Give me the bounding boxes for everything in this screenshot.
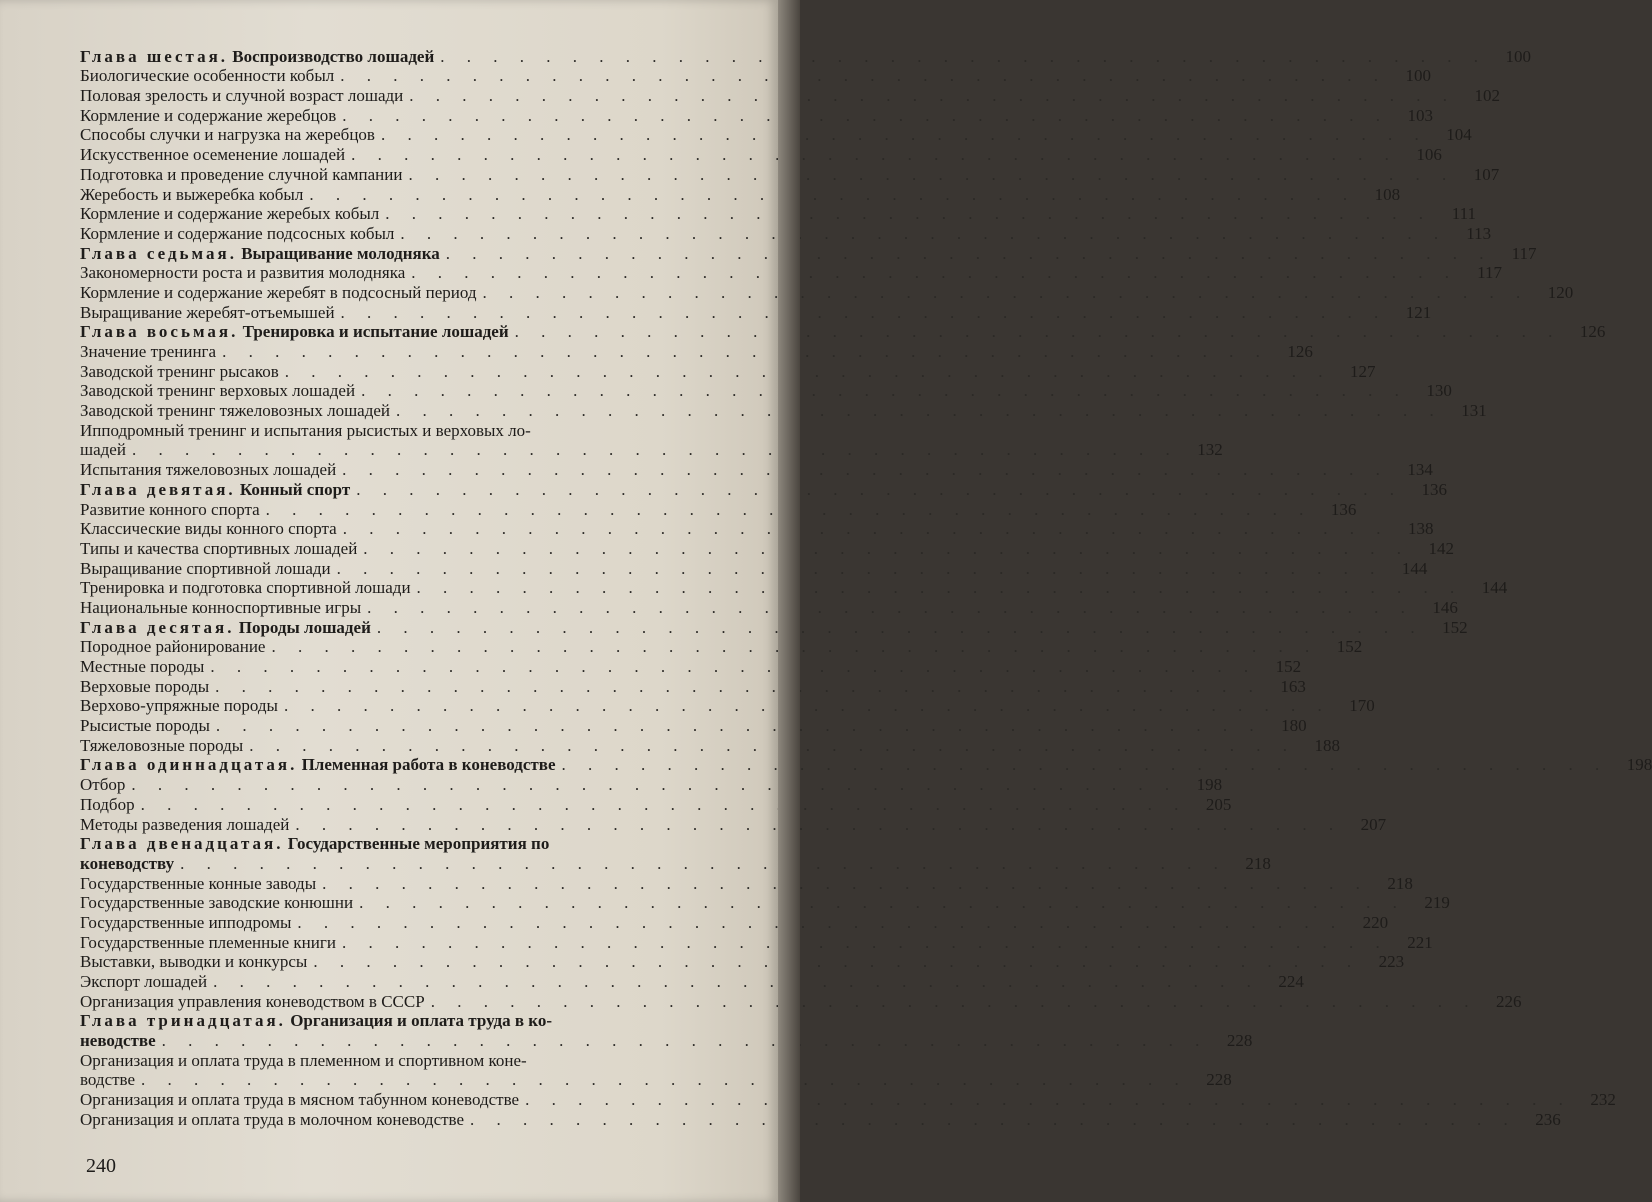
toc-entry — [80, 578, 1508, 598]
entry-title: Организация и оплата труда в племенном и спортивном коне- — [80, 1050, 527, 1070]
toc-entry — [80, 696, 1375, 716]
toc-entry — [80, 400, 1487, 421]
entry-title: Ипподромный тренинг и испытания рысистых и верховых ло- — [80, 420, 531, 440]
entry-title: Рысистые породы — [80, 716, 210, 736]
toc-entry — [80, 952, 1405, 972]
page-ref: 106 — [1416, 145, 1442, 165]
toc-entry — [80, 715, 1307, 736]
toc-entry-continued — [80, 440, 1223, 460]
toc-entry — [80, 912, 1389, 932]
entry-title: Государственные племенные книги — [80, 932, 336, 952]
chapter-number: Глава шестая. — [80, 46, 229, 66]
toc-entry — [80, 381, 1452, 401]
toc-chapter — [80, 755, 1652, 775]
entry-title: Государственные заводские конюшни — [80, 893, 354, 913]
chapter-number: Глава десятая. — [80, 617, 235, 637]
page-ref: 107 — [1473, 164, 1500, 184]
entry-title: Местные породы — [80, 657, 205, 676]
page-ref: 144 — [1401, 558, 1428, 578]
page-ref: 152 — [1336, 637, 1363, 657]
entry-title: Организация и оплата труда в мясном табунном коневодстве — [80, 1090, 520, 1110]
toc-chapter — [80, 1011, 736, 1031]
toc-entry — [80, 85, 1500, 106]
page-ref: 113 — [1466, 223, 1492, 243]
entry-title: Выставки, выводки и конкурсы — [80, 952, 308, 972]
entry-title: Заводской тренинг рысаков — [80, 361, 279, 381]
chapter-title: Племенная работа в коневодстве — [301, 755, 556, 775]
entry-title: Кормление и содержание жеребят в подсосный период — [80, 282, 477, 302]
toc-entry — [80, 538, 1455, 558]
page-ref: 104 — [1446, 125, 1472, 145]
chapter-title: Воспроизводство лошадей — [232, 46, 435, 66]
entry-title: Кормление и содержание жеребцов — [80, 105, 337, 125]
entry-title: Выращивание жеребят-отъемышей — [80, 302, 335, 322]
toc-entry — [80, 637, 1363, 657]
toc-entry-continued — [80, 1070, 1232, 1090]
page-ref: 232 — [1590, 1090, 1616, 1110]
toc-entry — [80, 873, 1413, 893]
toc-entry — [80, 597, 1458, 617]
toc-entry — [80, 893, 1450, 913]
page-ref: 207 — [1360, 814, 1387, 834]
toc-entry — [80, 971, 1304, 991]
chapter-title: Породы лошадей — [238, 617, 371, 637]
toc-entry — [80, 302, 1432, 322]
entry-title: Экспорт лошадей — [80, 972, 208, 991]
toc-entry — [80, 204, 1477, 224]
toc-chapter — [80, 479, 1447, 499]
chapter-title: Тренировка и испытание лошадей — [242, 322, 509, 342]
page-ref: 228 — [1226, 1031, 1253, 1051]
page-ref: 136 — [1421, 479, 1447, 499]
entry-title: Организация и оплата труда в молочном коневодстве — [80, 1109, 465, 1129]
toc-entry — [80, 991, 1522, 1011]
page-ref: 130 — [1426, 381, 1452, 401]
entry-title: Типы и качества спортивных лошадей — [80, 538, 358, 558]
toc-entry — [80, 558, 1428, 578]
toc-entry — [80, 105, 1434, 125]
entry-title: Значение тренинга — [80, 342, 217, 361]
entry-title: Верховые породы — [80, 676, 210, 696]
chapter-number: Глава восьмая. — [80, 322, 239, 342]
entry-title: Породное районирование — [80, 637, 266, 657]
entry-title: Государственные конные заводы — [80, 873, 317, 893]
page-ref: 219 — [1424, 893, 1450, 913]
toc-chapter — [80, 46, 1532, 66]
table-of-contents — [80, 46, 1652, 1129]
page-ref: 100 — [1405, 66, 1431, 86]
toc-entry — [80, 263, 1502, 283]
page-ref: 236 — [1535, 1109, 1561, 1129]
toc-entry — [80, 459, 1433, 480]
page-ref: 120 — [1547, 282, 1574, 302]
chapter-number: Глава девятая. — [80, 479, 236, 499]
chapter-title: Государственные мероприятия по — [287, 834, 550, 854]
chapter-number: Глава одиннадцатая. — [80, 755, 298, 775]
page-ref: 121 — [1405, 302, 1432, 322]
toc-entry — [80, 144, 1442, 165]
toc-entry — [80, 341, 1313, 361]
page-ref: 100 — [1505, 46, 1532, 66]
toc-entry — [80, 774, 1223, 795]
entry-title: Верхово-упряжные породы — [80, 696, 278, 716]
page-ref: 132 — [1197, 440, 1223, 460]
toc-entry — [80, 1089, 1616, 1110]
entry-title: Развитие конного спорта — [80, 499, 260, 519]
entry-title: Государственные ипподромы — [80, 912, 292, 932]
page-ref: 224 — [1278, 972, 1304, 991]
toc-entry — [80, 814, 1387, 834]
page-ref: 103 — [1407, 105, 1434, 125]
entry-title: Кормление и содержание подсосных кобыл — [80, 223, 395, 243]
entry-title: Подготовка и проведение случной кампании — [80, 164, 403, 184]
entry-title: Тяжеловозные породы — [80, 735, 244, 755]
page-ref: 146 — [1432, 597, 1458, 617]
page-ref: 136 — [1330, 499, 1357, 519]
page-ref: 198 — [1196, 775, 1223, 795]
toc-entry — [80, 735, 1340, 755]
page-ref: 152 — [1275, 657, 1302, 676]
toc-entry — [80, 282, 1574, 302]
entry-title: Выращивание спортивной лошади — [80, 558, 331, 578]
toc-entry — [80, 66, 1431, 86]
toc-entry — [80, 519, 1434, 539]
toc-entry — [80, 420, 736, 440]
toc-chapter-continued — [80, 1030, 1253, 1051]
page-ref: 152 — [1442, 617, 1468, 637]
page-number: 240 — [86, 1155, 116, 1177]
page-ref: 126 — [1287, 342, 1313, 361]
chapter-title: коневодству — [80, 853, 175, 873]
entry-title: Методы разведения лошадей — [80, 814, 290, 834]
entry-title: Биологические особенности кобыл — [80, 66, 335, 86]
toc-chapter-continued — [80, 853, 1271, 873]
entry-title: Испытания тяжеловозных лошадей — [80, 460, 337, 480]
toc-chapter — [80, 322, 1606, 342]
page-ref: 138 — [1407, 519, 1434, 539]
toc-chapter — [80, 617, 1468, 637]
entry-title: Тренировка и подготовка спортивной лошади — [80, 578, 411, 598]
page-ref: 108 — [1374, 184, 1401, 204]
chapter-title: неводстве — [80, 1031, 156, 1051]
chapter-number: Глава седьмая. — [80, 243, 237, 263]
chapter-number: Глава двенадцатая. — [80, 834, 284, 854]
entry-title: Половая зрелость и случной возраст лошади — [80, 86, 404, 106]
toc-entry — [80, 223, 1492, 243]
toc-entry — [80, 164, 1500, 184]
book-spine-edge — [778, 0, 800, 1202]
page-ref: 180 — [1281, 716, 1307, 736]
toc-chapter — [80, 243, 1537, 263]
toc-entry — [80, 1109, 1561, 1129]
page-ref: 220 — [1362, 912, 1389, 932]
entry-title: Закономерности роста и развития молодняка — [80, 263, 406, 283]
entry-title: Способы случки и нагрузка на жеребцов — [80, 125, 375, 145]
chapter-number: Глава тринадцатая. — [80, 1011, 286, 1031]
page-ref: 170 — [1349, 696, 1375, 716]
page-ref: 117 — [1511, 243, 1537, 263]
entry-title: Классические виды конного спорта — [80, 519, 337, 539]
entry-title: Жеребость и выжеребка кобыл — [80, 184, 304, 204]
page-ref: 198 — [1626, 755, 1652, 775]
entry-title: Национальные конноспортивные игры — [80, 597, 362, 617]
page-ref: 163 — [1280, 676, 1306, 696]
entry-title: Заводской тренинг тяжеловозных лошадей — [80, 401, 391, 421]
page-ref: 111 — [1451, 204, 1477, 224]
entry-title: шадей — [80, 440, 126, 460]
entry-title: Кормление и содержание жеребых кобыл — [80, 204, 380, 224]
page-ref: 144 — [1481, 578, 1508, 598]
toc-entry — [80, 794, 1232, 814]
toc-entry — [80, 499, 1357, 519]
toc-chapter — [80, 834, 736, 854]
toc-entry — [80, 932, 1433, 952]
page-ref: 218 — [1245, 853, 1271, 873]
page-ref: 188 — [1314, 735, 1340, 755]
toc-entry — [80, 656, 1302, 676]
entry-title: Организация управления коневодством в СССР — [80, 991, 425, 1011]
page-ref: 134 — [1407, 460, 1433, 480]
page-ref: 117 — [1477, 263, 1502, 283]
toc-entry — [80, 361, 1376, 381]
entry-title: Отбор — [80, 775, 126, 795]
entry-title: водстве — [80, 1070, 136, 1090]
page-ref: 102 — [1474, 86, 1500, 106]
page-ref: 126 — [1579, 322, 1606, 342]
page-ref: 228 — [1206, 1070, 1232, 1090]
page-ref: 205 — [1205, 794, 1232, 814]
page-ref: 223 — [1378, 952, 1405, 972]
entry-title: Искусственное осеменение лошадей — [80, 145, 346, 165]
chapter-title: Организация и оплата труда в ко- — [290, 1011, 553, 1031]
toc-entry — [80, 676, 1306, 696]
page-ref: 226 — [1495, 991, 1522, 1011]
chapter-title: Выращивание молодняка — [241, 243, 440, 263]
toc-entry — [80, 1050, 736, 1070]
chapter-title: Конный спорт — [239, 479, 351, 499]
page-ref: 218 — [1387, 873, 1413, 893]
page-ref: 221 — [1407, 932, 1433, 952]
page-ref: 127 — [1350, 361, 1376, 381]
page-ref: 131 — [1461, 401, 1487, 421]
entry-title: Подбор — [80, 794, 135, 814]
entry-title: Заводской тренинг верховых лошадей — [80, 381, 356, 401]
toc-entry — [80, 184, 1401, 204]
page-ref: 142 — [1428, 538, 1455, 558]
toc-entry — [80, 125, 1472, 145]
